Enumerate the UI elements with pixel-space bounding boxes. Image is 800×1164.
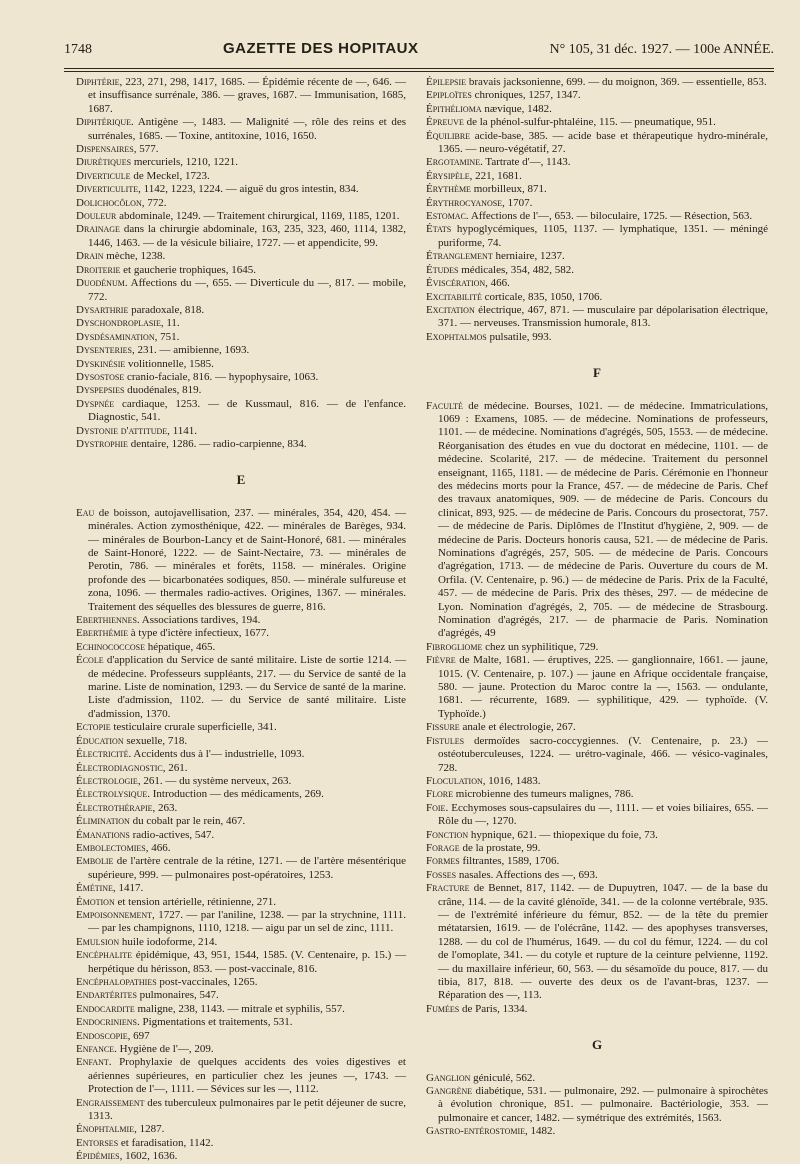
entry-term: Dyschondroplasie, (76, 317, 164, 330)
index-entry (76, 358, 406, 371)
index-entry (76, 438, 406, 451)
index-entry (76, 197, 406, 210)
entry-references: 1016, 1483. (485, 774, 541, 787)
entry-term: Endocriniens. (76, 1016, 140, 1029)
entry-references: Accidents dus à l'— industrielle, 1093. (131, 748, 305, 761)
entry-term: Dyspepsies (76, 384, 125, 397)
entry-term: Encéphalopathies (76, 976, 157, 988)
index-entry (76, 976, 406, 989)
entry-term: Flore (426, 788, 454, 801)
entry-term: Fissure (426, 721, 460, 734)
index-entry (76, 989, 406, 1002)
entry-term: Formes (426, 855, 460, 868)
entry-references: dermoïdes sacro-coccygiennes. (V. Centenaire, p. 23.) — ostéotuberculeuses, 1224. — urétro-vaginale, 466. — vésico-vaginales, 728. (438, 734, 768, 774)
entry-references: Prophylaxie de quelques accidents des voies digestives et aériennes supérieures, en particulier chez les jeunes —, 1743. — Protection de l'—, 1111. — Sévices sur les —, 1112. (88, 1056, 406, 1096)
entry-term: Épilepsie (426, 76, 467, 88)
index-entry (76, 735, 406, 748)
entry-term: Électrolysique. (76, 788, 150, 801)
index-column-right (426, 76, 768, 1138)
index-entry (76, 116, 406, 143)
entry-references: sexuelle, 718. (123, 734, 188, 747)
entry-term: Eberthémie (76, 627, 129, 640)
index-entry (76, 304, 406, 317)
entry-references: de Bennet, 817, 1142. — de Dupuytren, 1047. — de la base du crâne, 114. — de la cavité glénoïde, 341. — de la colonne vertébrale, 935. — de l'extrémité inférieure du fémur, 852. — de la tête du premier métatarsien, 1619. — de l'olécrâne, 1142. — des apophyses transverses, 1288. — du col de l'humérus, 1649. — du col du fémur, 1224. — du col de l'omoplate, 341. — du cotyle et rupture de la ceinture pelvienne, 1192. — du maxillaire inférieur, 60, 563. — du sésamoïde du pouce, 817. — du tibia, 817, 818. — ouverte des deux os de l'avant-bras, 1237. — Réparation des —, 113. (438, 882, 768, 1002)
entry-references: 1417. (115, 882, 144, 895)
entry-term: Diverticulite, (76, 183, 141, 196)
entry-term: Électricité. (76, 748, 132, 761)
entry-references: épidémique, 43, 951, 1544, 1585. (V. Centenaire, p. 15.) — herpétique du hérisson, 853. — post-vaccinale, 816. (88, 949, 406, 975)
entry-term: Embolectomies, (76, 841, 149, 854)
entry-references: bravais jacksonienne, 699. — du moignon, 369. — essentielle, 853. (466, 76, 767, 88)
entry-term: Études (426, 263, 459, 276)
entry-term: Endartérites (76, 989, 137, 1002)
entry-references: de la phénol-sulfur-phtaléine, 115. — pneumatique, 951. (463, 116, 716, 129)
entry-references: 1707. (504, 196, 533, 209)
entry-references: huile iodoforme, 214. (119, 935, 218, 948)
entry-term: Dyskinésie (76, 357, 126, 370)
entry-term: Érythème (426, 183, 471, 196)
entry-references: de l'artère centrale de la rétine, 1271. — de l'artère mésentérique supérieure, 999. — pulmonaires post-opératoires, 1253. (88, 855, 406, 881)
index-entry (426, 1072, 768, 1085)
index-entry (76, 183, 406, 196)
index-entry (76, 1137, 406, 1150)
index-entry (76, 1030, 406, 1043)
entry-term: Endocardite (76, 1002, 135, 1015)
entry-references: 1602, 1636. (122, 1150, 178, 1163)
entry-references: et faradisation, 1142. (118, 1136, 214, 1149)
entry-references: Associations tardives, 194. (139, 614, 261, 627)
entry-term: Électrothérapie, (76, 801, 156, 814)
index-entry (76, 277, 406, 304)
index-entry (76, 384, 406, 397)
entry-references: médicales, 354, 482, 582. (458, 263, 574, 276)
index-entry (76, 909, 406, 936)
index-entry (426, 1085, 768, 1125)
entry-term: Dyspnée (76, 397, 115, 410)
index-entry (76, 936, 406, 949)
entry-references: 11. (163, 317, 180, 330)
entry-references: dans la chirurgie abdominale, 163, 235, 323, 460, 1114, 1382, 1446, 1463. — de la vésicule biliaire, 1727. — et appendicite, 99. (88, 223, 406, 249)
entry-references: anale et électrologie, 267. (459, 721, 576, 734)
index-entry (426, 1125, 768, 1138)
entry-term: Drain (76, 250, 104, 263)
issue-info: N° 105, 31 déc. 1927. — 100e ANNÉE. (549, 42, 774, 57)
index-entry (76, 882, 406, 895)
index-entry (426, 735, 768, 775)
index-entry (426, 76, 768, 89)
entry-references: mèche, 1238. (103, 250, 166, 263)
index-entry (426, 170, 768, 183)
index-entry (426, 829, 768, 842)
index-entry (426, 855, 768, 868)
entry-references: corticale, 835, 1050, 1706. (481, 290, 603, 303)
index-entry (76, 223, 406, 250)
entry-references: dentaire, 1286. — radio-carpienne, 834. (127, 437, 307, 450)
index-entry (76, 855, 406, 882)
index-entry (426, 882, 768, 1003)
entry-term: Équilibre (426, 129, 471, 142)
entry-references: 261. — du système nerveux, 263. (140, 774, 292, 787)
index-entry (76, 170, 406, 183)
entry-term: Éducation (76, 734, 124, 747)
index-entry (426, 641, 768, 654)
entry-references: Ecchymoses sous-capsulaires du —, 1111. — et voies biliaires, 655. — Rôle du —, 1270. (438, 801, 768, 828)
index-entry (76, 627, 406, 640)
entry-references: hypnique, 621. — thiopexique du foie, 73. (468, 828, 658, 841)
entry-references: duodénales, 819. (124, 384, 202, 397)
entry-references: géniculé, 562. (470, 1071, 536, 1084)
index-entry (76, 775, 406, 788)
header-rule-second (64, 71, 774, 72)
index-entry (426, 331, 768, 344)
entry-term: Floculation, (426, 774, 486, 787)
index-entry (76, 250, 406, 263)
entry-references: à type d'ictère infectieux, 1677. (128, 627, 269, 640)
entry-term: Élimination (76, 815, 130, 828)
entry-references: chez un syphilitique, 729. (482, 640, 599, 653)
entry-references: 697 (130, 1029, 150, 1042)
entry-references: paradoxale, 818. (128, 303, 205, 316)
entry-term: Entorses (76, 1136, 119, 1149)
entry-references: cardiaque, 1253. — de Kussmaul, 816. — de l'enfance. Diagnostic, 541. (88, 397, 406, 424)
index-entry (76, 949, 406, 976)
entry-references: Introduction — des médicaments, 269. (150, 788, 324, 801)
entry-term: Fistules (426, 734, 465, 747)
index-entry (76, 721, 406, 734)
entry-references: du cobalt par le rein, 467. (129, 815, 246, 828)
index-entry (76, 896, 406, 909)
entry-term: Gangrène (426, 1085, 473, 1098)
entry-references: de Paris, 1334. (459, 1002, 528, 1015)
entry-term: Fracture (426, 882, 470, 895)
section-letter: G (591, 1037, 603, 1053)
index-entry (76, 76, 406, 116)
entry-references: et tension artérielle, rétinienne, 271. (114, 895, 276, 908)
entry-references: chroniques, 1257, 1347. (471, 89, 581, 102)
entry-references: 263. (155, 801, 178, 814)
entry-term: Étranglement (426, 250, 493, 263)
entry-references: Tartrate d'—, 1143. (482, 156, 571, 169)
index-entry (76, 1123, 406, 1136)
entry-term: Émétine, (76, 882, 116, 895)
page-number: 1748 (64, 42, 92, 57)
entry-term: Endoscopie, (76, 1029, 131, 1042)
entry-references: de la prostate, 99. (459, 841, 541, 854)
entry-term: Électrologie, (76, 774, 141, 787)
entry-term: Dysarthrie (76, 303, 129, 316)
index-entry (426, 264, 768, 277)
entry-term: Épreuve (426, 116, 464, 129)
index-entry (426, 842, 768, 855)
entry-term: Excitation (426, 303, 475, 316)
entry-references: de médecine. Bourses, 1021. — de médecine. Immatriculations, 1069 : Examens, 1085. — de médecine. Nominations de professeurs, 1101. — de médecine. Nominations d'agrégés, 505, 1553. — de médecine. Réorganisation des études en vue du doctorat en médecine, 1101. — de médecine. Scolarité, 217. — de médecine. Traitement du personnel enseignant, 1165, 1181. — de médecine de Paris. Cérémonie en l'honneur des médecins morts pour la France, 457. — de médecine de Paris. Chef des travaux anatomiques, 909. — de médecine de Paris. Concours du clinicat, 893, 925. — de médecine de Paris. Concours du prosectorat, 757. — de médecine de Paris. Diplômes de l'Institut d'hygiène, 2, 909. — de médecine de Paris. Docteurs honoris causa, 521. — de médecine de Paris. Nominations d'agrégés, 257, 505. — de médecine de Paris. Concours d'agrégation, 1713. — de médecine de Paris. Ouverture du cours de M. Orfila. (V. Centenaire, p. 96.) — de médecine de Paris. Prix de la Faculté, 457. — de médecine de Paris. Prix des thèses, 297. — de médecine de Lyon. Nomination d'agrégés, 2, 705. — de médecine de Strasbourg. Nomination d'agrégés, 217. — de pharmacie de Paris. Nomination d'agrégés, 49 (438, 399, 768, 640)
entry-references: 466. (487, 277, 510, 290)
index-entry (426, 1003, 768, 1016)
page-header (64, 40, 774, 66)
entry-references: mercuriels, 1210, 1221. (131, 156, 238, 169)
entry-term: Fièvre (426, 654, 456, 667)
index-entry (426, 775, 768, 788)
entry-term: Epiploïtes (426, 89, 472, 102)
entry-references: maligne, 238, 1143. — mitrale et syphilis, 557. (134, 1002, 345, 1015)
index-entry (76, 398, 406, 425)
entry-references: testiculaire crurale superficielle, 341. (110, 721, 277, 734)
entry-references: et gaucherie trophiques, 1645. (120, 263, 257, 276)
index-entry (76, 802, 406, 815)
index-entry (76, 210, 406, 223)
index-entry (426, 197, 768, 210)
entry-references: 466. (148, 841, 171, 854)
index-entry (426, 277, 768, 290)
entry-references: Affections du —, 655. — Diverticule du —, 817. — mobile, 772. (88, 277, 406, 303)
entry-term: Diverticule (76, 169, 131, 182)
index-entry (426, 156, 768, 169)
index-entry (76, 507, 406, 614)
entry-references: hépatique, 465. (144, 640, 216, 653)
entry-references: 1727. — par l'aniline, 1238. — par la strychnine, 1111. — par les champignons, 1110, 1218. — aigu par un sel de zinc, 1111. (88, 908, 406, 935)
index-entry (426, 116, 768, 129)
entry-references: pulsatile, 993. (486, 330, 552, 343)
entry-term: Enfance. (76, 1043, 117, 1056)
entry-references: microbienne des tumeurs malignes, 786. (453, 788, 634, 801)
index-entry (426, 223, 768, 250)
index-entry (76, 842, 406, 855)
entry-term: Gastro-entérostomie, (426, 1125, 528, 1138)
index-entry (76, 344, 406, 357)
entry-term: Faculté (426, 399, 463, 412)
index-entry (76, 1056, 406, 1096)
entry-term: Dispensaires, (76, 143, 137, 156)
entry-term: Empoisonnement, (76, 908, 155, 921)
entry-term: Diphtérique. (76, 116, 134, 129)
entry-term: Droiterie (76, 263, 121, 276)
entry-term: Excitabilité (426, 290, 482, 303)
header-rule (64, 68, 774, 69)
entry-term: Diphtérie, (76, 76, 123, 88)
section-letter: E (236, 472, 246, 488)
index-entry (76, 143, 406, 156)
index-entry (426, 304, 768, 331)
index-entry (426, 654, 768, 721)
entry-term: Engraissement (76, 1096, 145, 1109)
entry-term: Ectopie (76, 721, 111, 734)
entry-term: Dysenteries, (76, 344, 135, 357)
entry-references: de Malte, 1681. — éruptives, 225. — ganglionnaire, 1661. — jaune, 1015. (V. Centenaire, p. 107.) — jaune en Afrique occidentale française, 580. — jaune. Protection du Maroc contre la —, 1563. — ondulante, 1681. — récurrente, 1689. — syphilitique, 429. — typhoïde. (V. Typhoïde.) (438, 654, 768, 720)
index-entry (76, 156, 406, 169)
index-entry (426, 250, 768, 263)
entry-references: acide-base, 385. — acide base et thérapeutique hydro-minérale, 1365. — neuro-végétatif, 27. (438, 129, 768, 156)
entry-term: Enfant. (76, 1056, 112, 1069)
index-entry (426, 400, 768, 641)
entry-term: École (76, 654, 104, 667)
entry-term: Fumées (426, 1002, 460, 1015)
entry-references: 772. (144, 196, 167, 209)
index-entry (76, 425, 406, 438)
entry-term: Foie. (426, 801, 449, 814)
entry-references: Antigène —, 1483. — Malignité —, rôle des reins et des surrénales, 1685. — Toxine, antitoxine, 1016, 1650. (88, 116, 406, 142)
index-column-left (76, 76, 406, 1163)
entry-term: Fosses (426, 868, 457, 881)
entry-term: Embolie (76, 855, 114, 868)
entry-term: Électrodiagnostic, (76, 761, 166, 774)
index-entry (76, 1016, 406, 1029)
index-entry (76, 331, 406, 344)
entry-references: des tuberculeux pulmonaires par le petit déjeuner de sucre, 1313. (88, 1096, 406, 1123)
entry-references: 221, 1681. (472, 169, 522, 182)
entry-references: hypoglycémiques, 1105, 1137. — lymphatique, 1351. — méningé puriforme, 74. (438, 223, 768, 249)
index-entry (76, 1043, 406, 1056)
entry-term: États (426, 223, 452, 236)
index-entry (76, 1097, 406, 1124)
index-entry (426, 130, 768, 157)
index-entry (76, 641, 406, 654)
entry-references: 1287. (136, 1123, 165, 1136)
entry-references: pulmonaires, 547. (136, 989, 219, 1002)
index-entry (426, 869, 768, 882)
index-entry (76, 829, 406, 842)
entry-references: 261. (165, 761, 188, 774)
index-entry (426, 291, 768, 304)
index-entry (426, 210, 768, 223)
entry-references: abdominale, 1249. — Traitement chirurgical, 1169, 1185, 1201. (116, 210, 400, 223)
entry-references: de Meckel, 1723. (130, 169, 210, 182)
entry-term: Encéphalite (76, 949, 133, 962)
index-entry (76, 815, 406, 828)
entry-references: 577. (136, 143, 159, 156)
index-entry (76, 371, 406, 384)
entry-term: Dystrophie (76, 437, 128, 450)
entry-term: Érysipèle, (426, 169, 473, 182)
entry-term: Épidémies, (76, 1150, 123, 1163)
index-entry (76, 762, 406, 775)
entry-references: cranio-faciale, 816. — hypophysaire, 1063. (124, 370, 319, 383)
entry-references: filtrantes, 1589, 1706. (459, 855, 560, 868)
index-entry (76, 317, 406, 330)
index-entry (426, 788, 768, 801)
entry-term: Eau (76, 506, 95, 519)
entry-term: Éviscération, (426, 277, 488, 290)
entry-term: Ergotamine. (426, 156, 483, 169)
index-entry (426, 721, 768, 734)
entry-references: 1482. (527, 1125, 556, 1138)
index-entry (76, 788, 406, 801)
entry-references: 223, 271, 298, 1417, 1685. — Épidémie récente de —, 646. — et insuffisance surrénale, 386. — graves, 1687. — Immunisation, 1685, 1687. (88, 76, 406, 115)
index-entry (426, 802, 768, 829)
entry-references: diabétique, 531. — pulmonaire, 292. — pulmonaire à spirochètes à évolution chronique, 851. — pulmonaire. Bactériologie, 353. — pulmonaire et cancer, 1482. — symétrique des extrémités, 1563. (438, 1085, 768, 1124)
index-entry (76, 1150, 406, 1163)
entry-term: Echinococcose (76, 640, 145, 653)
index-entry (426, 103, 768, 116)
entry-references: nasales. Affections des —, 693. (456, 868, 598, 881)
entry-references: nævique, 1482. (481, 102, 552, 115)
index-entry (76, 654, 406, 721)
entry-references: Pigmentations et traitements, 531. (139, 1016, 293, 1029)
entry-term: Douleur (76, 210, 117, 223)
entry-references: d'application du Service de santé militaire. Liste de sortie 1214. — de médecine. Professeurs suppléants, 217. — du Service de santé de la marine. Liste de nomination, 1293. — du Service de santé de la marine. Liste d'admission, 1102. — du Service de santé militaire. Liste d'admission, 1370. (88, 654, 406, 720)
entry-term: Émotion (76, 895, 115, 908)
entry-references: 1141. (169, 424, 198, 437)
index-entry (76, 264, 406, 277)
entry-term: Drainage (76, 223, 120, 236)
entry-references: Affections de l'—, 653. — biloculaire, 1725. — Résection, 563. (468, 210, 753, 223)
index-entry (426, 183, 768, 196)
entry-term: Exophtalmos (426, 330, 487, 343)
entry-term: Dysostose (76, 370, 125, 383)
entry-term: Érythrocyanose, (426, 196, 505, 209)
entry-term: Fonction (426, 828, 469, 841)
entry-term: Dystonie d'attitude, (76, 424, 170, 437)
entry-term: Dolichocôlon, (76, 196, 145, 209)
entry-term: Emulsion (76, 935, 120, 948)
entry-term: Énophtalmie, (76, 1123, 137, 1136)
index-entry (76, 614, 406, 627)
entry-references: radio-actives, 547. (129, 828, 215, 841)
entry-references: 1142, 1223, 1224. — aiguë du gros intestin, 834. (140, 183, 359, 196)
index-entry (426, 89, 768, 102)
entry-term: Fibrogliome (426, 640, 483, 653)
section-letter: F (593, 365, 601, 381)
entry-references: morbilleux, 871. (470, 183, 547, 196)
entry-term: Émanations (76, 828, 130, 841)
entry-term: Épithélioma (426, 102, 482, 115)
entry-term: Eberthiennes. (76, 614, 140, 627)
index-entry (76, 748, 406, 761)
entry-references: de boisson, autojavellisation, 237. — minérales, 354, 420, 454. — minérales. Action zymosthénique, 422. — minérales de Barèges, 934. — minérales de Bourbon-Lancy et de Saint-Honoré, 681. — minérales de Saint-Honoré, 1222. — de Saint-Nectaire, 73. — minérales de Perotin, 786. — minérales et forêts, 1158. — minérales. Origine profonde des — bicarbonatées sodiques, 850. — minérale sulfureuse et zona, 1096. — thermales radio-actives. Origines, 1367. — minérales. Traitement des séquelles des blessures de guerre, 816. (88, 506, 406, 613)
entry-references: Hygiène de l'—, 209. (116, 1043, 214, 1056)
entry-references: électrique, 467, 871. — musculaire par dépolarisation électrique, 371. — nerveuses. Transmission humorale, 813. (438, 303, 768, 330)
entry-term: Duodénum. (76, 277, 128, 290)
entry-references: volitionnelle, 1585. (125, 357, 214, 370)
entry-term: Estomac. (426, 210, 469, 223)
entry-references: 751. (157, 330, 180, 343)
entry-references: 231. — amibienne, 1693. (134, 344, 250, 357)
entry-references: post-vaccinales, 1265. (156, 976, 258, 988)
entry-term: Dysdésamination, (76, 330, 158, 343)
entry-term: Ganglion (426, 1071, 471, 1084)
entry-references: herniaire, 1237. (492, 250, 565, 263)
journal-title: GAZETTE DES HOPITAUX (222, 40, 419, 57)
index-entry (76, 1003, 406, 1016)
entry-term: Diurétiques (76, 156, 132, 169)
entry-term: Forage (426, 841, 460, 854)
